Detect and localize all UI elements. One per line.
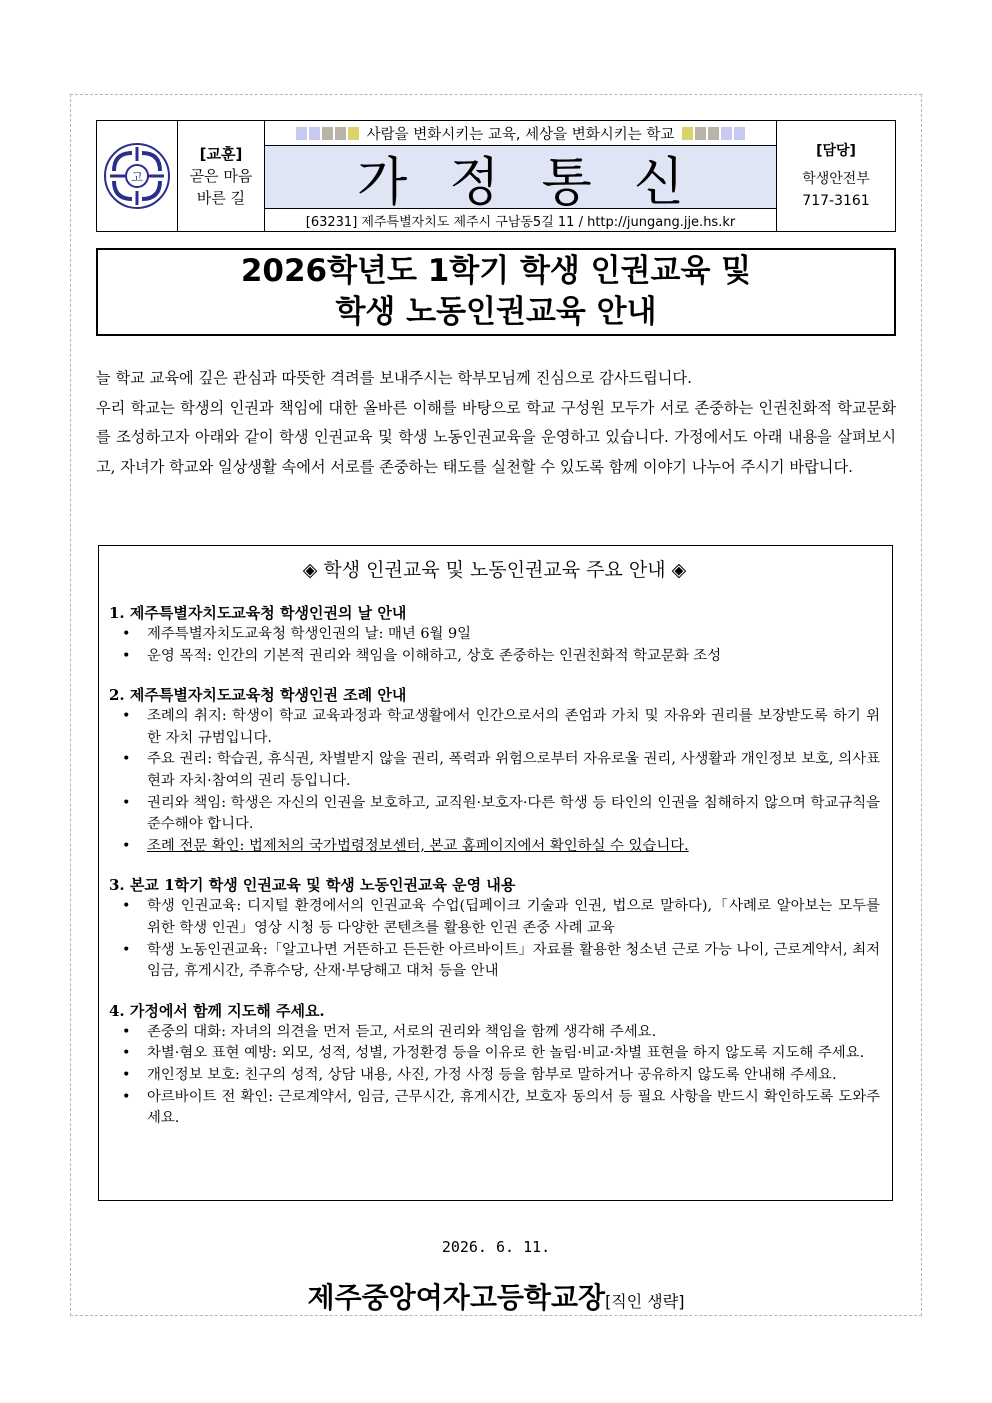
department: 학생안전부 [802, 171, 870, 187]
letterhead-center [265, 121, 777, 231]
motto-label: [교훈] [199, 145, 243, 163]
intro-text [96, 364, 896, 482]
list-item: • 개인정보 보호: 친구의 성적, 상담 내용, 사진, 가정 사정 등을 함부로 말하거나 공유하지 않도록 안내해 주세요. [122, 1066, 837, 1083]
section-heading: 3. 본교 1학기 학생 인권교육 및 학생 노동인권교육 운영 내용 [109, 876, 516, 895]
motto-line-1: 곧은 마음 [189, 167, 253, 185]
document-title [96, 248, 896, 336]
school-address: [63231] 제주특별자치도 제주시 구남동5길 11 / http://jungang.jje.hs.kr [305, 214, 736, 230]
contact-label: [담당] [816, 143, 856, 159]
contact-info [777, 121, 895, 231]
logo-text: 고 [131, 170, 143, 184]
list-item: • 아르바이트 전 확인: 근로계약서, 임금, 근무시간, 휴게시간, 보호자 동의서 등 필요 사항을 반드시 확인하도록 도와주세요. [122, 1088, 880, 1127]
title-line-2: 학생 노동인권교육 안내 [335, 294, 657, 330]
school-emblem-icon [102, 141, 172, 211]
decor-squares-right [682, 127, 745, 140]
section-heading: 2. 제주특별자치도교육청 학생인권 조례 안내 [109, 686, 407, 705]
list-item: • 조례 전문 확인: 법제처의 국가법령정보센터, 본교 홈페이지에서 확인하실 수 있습니다. [122, 837, 689, 854]
motto-line-2: 바른 길 [196, 189, 246, 207]
section-1 [109, 602, 880, 667]
list-item: • 존중의 대화: 자녀의 의견을 먼저 듣고, 서로의 권리와 책임을 함께 생각해 주세요. [122, 1023, 657, 1040]
newsletter-title: 가정통신 [265, 145, 776, 209]
section-heading: 1. 제주특별자치도교육청 학생인권의 날 안내 [109, 604, 407, 622]
list-item: • 학생 인권교육: 디지털 환경에서의 인권교육 수업(딥페이크 기술과 인권, 법으로 말하다),「사례로 알아보는 모두를 위한 학생 인권」영상 시청 등 다양한 콘텐츠를 활용한 인권 존중 사례 교육 [122, 898, 880, 936]
list-item: • 차별·혐오 표현 예방: 외모, 성적, 성별, 가정환경 등을 이유로 한 놀림·비교·차별 표현을 하지 않도록 지도해 주세요. [122, 1045, 865, 1062]
section-heading: 4. 가정에서 함께 지도해 주세요. [109, 1001, 325, 1020]
list-item: • 조례의 취지: 학생이 학교 교육과정과 학교생활에서 인간으로서의 존엄과 가치 및 자유와 권리를 보장받도록 하기 위한 자치 규범입니다. [122, 708, 880, 746]
list-item: • 운영 목적: 인간의 기본적 권리와 책임을 이해하고, 상호 존중하는 인권친화적 학교문화 조성 [122, 647, 722, 664]
ordinance-link-text: 조례 전문 확인: 법제처의 국가법령정보센터, 본교 홈페이지에서 확인하실 수 있습니다. [147, 837, 689, 854]
letterhead [96, 120, 896, 232]
section-3 [109, 874, 880, 982]
section-4 [109, 1000, 880, 1130]
intro-paragraph-2: 우리 학교는 학생의 인권과 책임에 대한 올바른 이해를 바탕으로 학교 구성원 모두가 서로 존중하는 인권친화적 학교문화를 조성하고자 아래와 같이 학생 인권교육 및 학생 노동인권교육을 운영하고 있습니다. 가정에서도 아래 내용을 살펴보시고, 자녀가 학교와 일상생활 속에서 서로를 존중하는 태도를 실천할 수 있도록 함께 이야기 나누어 주시기 바랍니다. [96, 398, 896, 476]
list-item: • 학생 노동인권교육:「알고나면 거뜬하고 든든한 아르바이트」자료를 활용한 청소년 근로 가능 나이, 근로계약서, 최저임금, 휴게시간, 주휴수당, 산재·부당해고 대처 등을 안내 [122, 941, 880, 980]
section-2 [109, 684, 880, 857]
school-logo [97, 121, 178, 231]
school-motto [178, 121, 265, 231]
signature [0, 1276, 992, 1316]
intro-paragraph-1: 늘 학교 교육에 깊은 관심과 따뜻한 격려를 보내주시는 학부모님께 진심으로 감사드립니다. [96, 369, 692, 387]
title-line-1: 2026학년도 1학기 학생 인권교육 및 [240, 253, 752, 289]
phone-number: 717-3161 [802, 193, 870, 209]
list-item: • 제주특별자치도교육청 학생인권의 날: 매년 6월 9일 [122, 626, 472, 642]
seal-note: [직인 생략] [605, 1292, 685, 1311]
info-box [98, 545, 893, 1201]
principal-name: 제주중앙여자고등학교장 [307, 1281, 606, 1314]
list-item: • 주요 권리: 학습권, 휴식권, 차별받지 않을 권리, 폭력과 위험으로부터 자유로울 권리, 사생활과 개인정보 보호, 의사표현과 자치·참여의 권리 등입니다. [122, 751, 880, 789]
list-item: • 권리와 책임: 학생은 자신의 인권을 보호하고, 교직원·보호자·다른 학생 등 타인의 인권을 침해하지 않으며 학교규칙을 준수해야 합니다. [122, 794, 880, 833]
school-slogan: 사람을 변화시키는 교육, 세상을 변화시키는 학교 [366, 126, 675, 143]
document-date: 2026. 6. 11. [441, 1238, 551, 1256]
info-box-title: ◈ 학생 인권교육 및 노동인권교육 주요 안내 ◈ [302, 559, 687, 581]
decor-squares-left [296, 127, 359, 140]
